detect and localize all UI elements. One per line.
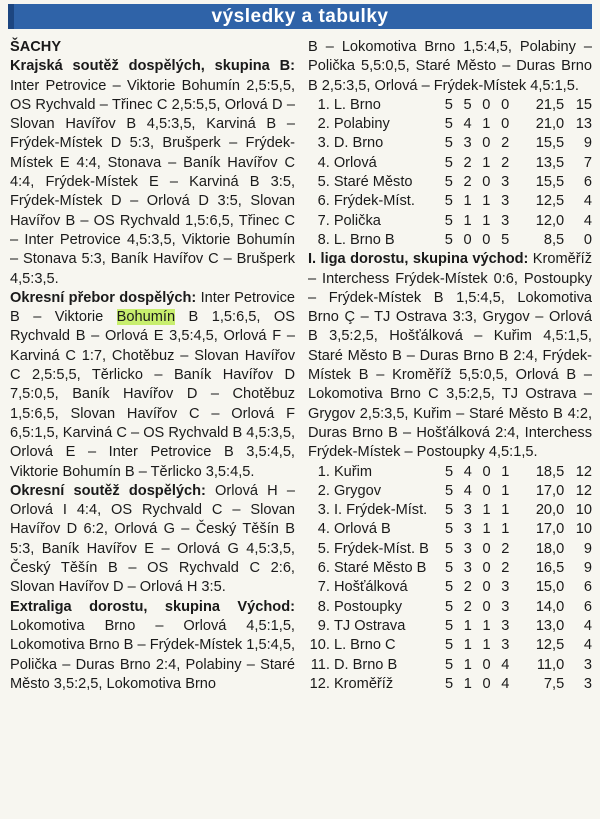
cell-rank: 12. [309,675,330,692]
cell-score: 11,0 [536,656,565,673]
cell-score: 21,5 [535,96,565,113]
cell-w: 3 [463,135,472,152]
cell-pts: 9 [583,540,592,557]
cell-rank: 8. [317,231,330,248]
results-block-extraliga [10,598,295,694]
table-row [308,192,592,211]
section-header [8,4,592,29]
cell-p: 5 [445,502,454,519]
cell-rank: 6. [317,193,330,210]
cell-team: Postoupky [333,598,403,615]
cell-d: 0 [482,174,491,191]
cell-p: 5 [445,521,454,538]
table-row [308,96,592,115]
cell-team: Frýdek-Míst. [333,193,415,210]
cell-rank: 4. [317,521,330,538]
cell-team: Staré Město [333,174,413,191]
cell-rank: 3. [317,502,330,519]
cell-w: 1 [463,212,472,229]
cell-l: 3 [501,212,510,229]
results-block-krajska [10,57,295,289]
cell-l: 0 [501,116,510,133]
cell-w: 3 [463,540,472,557]
table-row [308,675,592,694]
table-row [308,115,592,134]
cell-rank: 1. [317,463,330,480]
cell-pts: 10 [575,502,592,519]
standings-table-extraliga [308,96,592,250]
cell-team: Polička [333,212,381,229]
table-row [308,636,592,655]
cell-rank: 2. [317,482,330,499]
cell-p: 5 [445,598,454,615]
cell-rank: 2. [317,116,330,133]
cell-score: 8,5 [543,231,565,248]
cell-l: 4 [501,656,510,673]
cell-l: 3 [501,598,510,615]
cell-score: 17,0 [535,521,565,538]
results-heading: Okresní přebor dospělých: [10,289,197,306]
results-block-okresni-prebor [10,289,295,482]
cell-score: 21,0 [535,116,565,133]
cell-l: 4 [501,675,510,692]
cell-score: 15,0 [535,579,565,596]
cell-l: 0 [501,96,510,113]
cell-team: Kroměříž [333,675,394,692]
cell-p: 5 [445,617,454,634]
cell-pts: 12 [575,482,592,499]
header-title: výsledky a tabulky [211,5,389,27]
left-column [10,38,295,694]
cell-score: 15,5 [535,135,565,152]
cell-w: 4 [463,482,472,499]
cell-d: 1 [482,502,491,519]
cell-score: 18,0 [535,540,565,557]
cell-p: 5 [444,193,453,210]
cell-pts: 4 [583,617,592,634]
cell-rank: 9. [317,617,330,634]
cell-l: 5 [501,231,510,248]
cell-rank: 10. [309,637,330,654]
cell-team: L. Brno C [333,637,396,654]
cell-p: 5 [445,579,454,596]
cell-w: 2 [463,174,472,191]
table-row [308,173,592,192]
cell-score: 15,5 [535,174,565,191]
cell-l: 1 [501,502,510,519]
cell-rank: 11. [310,656,330,673]
cell-w: 5 [463,96,472,113]
cell-team: Kuřim [333,463,373,480]
highlighted-term: Bohumín [116,309,176,326]
cell-team: L. Brno [333,96,381,113]
cell-d: 1 [482,637,491,654]
cell-w: 0 [463,231,472,248]
cell-d: 0 [482,560,491,577]
cell-score: 20,0 [535,502,565,519]
results-text: Lokomotiva Brno – Orlová 4,5:1,5, Lokomotiva Brno B – Frýdek-Místek 1,5:4,5, Polička – Duras Brno 2:4, Polabiny – Staré Město 3,5:2,5, Lokomotiva Brno [10,617,295,692]
cell-d: 0 [482,675,491,692]
table-row [308,559,592,578]
cell-score: 14,0 [535,598,565,615]
cell-rank: 1. [317,96,330,113]
results-heading: I. liga dorostu, skupina východ: [308,251,529,268]
cell-p: 5 [444,174,453,191]
results-heading: Extraliga dorostu, skupina Východ: [10,598,295,615]
cell-team: Polabiny [333,116,390,133]
cell-w: 2 [463,579,472,596]
cell-rank: 7. [317,579,330,596]
cell-l: 3 [501,637,510,654]
table-row [308,134,592,153]
cell-w: 3 [463,502,472,519]
cell-score: 12,5 [535,193,565,210]
cell-score: 12,0 [535,212,565,229]
cell-p: 5 [444,135,453,152]
table-row [308,598,592,617]
cell-score: 13,5 [535,154,565,171]
cell-w: 2 [463,598,472,615]
cell-rank: 7. [317,212,330,229]
cell-w: 3 [463,521,472,538]
cell-pts: 6 [583,579,592,596]
cell-rank: 8. [317,598,330,615]
cell-team: Grygov [333,482,381,499]
results-heading: Krajská soutěž dospělých, skupina B: [10,58,295,75]
cell-p: 5 [444,96,453,113]
table-row [308,520,592,539]
cell-pts: 3 [583,675,592,692]
cell-pts: 9 [583,135,592,152]
header-accent-bar [8,4,14,29]
cell-team: Hošťálková [333,579,408,596]
cell-l: 3 [501,174,510,191]
cell-team: Frýdek-Míst. B [333,540,429,557]
cell-pts: 4 [583,193,592,210]
cell-score: 12,5 [535,637,565,654]
cell-d: 0 [482,656,491,673]
cell-w: 1 [463,193,472,210]
results-text: Inter Petrovice – Viktorie Bohumín 2,5:5,5, OS Rychvald – Třinec C 2,5:5,5, Orlová D – Slovan Havířov B 4,5:3,5, Karviná B – Frýdek-Místek D 5:3, Brušperk – Frýdek-Místek E 4:4, Stonava – Baník Havířov C 4:4, Frýdek-Místek E – Karviná B 3:5, Frýdek-Místek D – Orlová D 3:5, Slovan Havířov B – OS Rychvald 1,5:6,5, Třinec C – Inter Petrovice 4,5:3,5, Viktorie Bohumín – Stonava 5:3, Baník Havířov C – Brušperk 4,5:3,5. [10,77,295,287]
cell-d: 0 [482,463,491,480]
cell-l: 3 [501,617,510,634]
cell-team: L. Brno B [333,231,395,248]
cell-d: 0 [482,96,491,113]
cell-d: 0 [482,579,491,596]
cell-p: 5 [445,675,454,692]
cell-l: 3 [501,579,510,596]
results-text: B 1,5:6,5, OS Rychvald B – Orlová E 3,5:4,5, Orlová F – Karviná C 1:7, Chotěbuz – Slovan Havířov C 2,5:5,5, Těrlicko – Baník Havířov D 7,5:0,5, Baník Havířov D – Chotěbuz 1,5:6,5, Slovan Havířov C – Orlová F 6,5:1,5, Karviná C – OS Rychvald B 4,5:3,5, Orlová E – Inter Petrovice B 3,5:4,5, Viktorie Bohumín B – Těrlicko 3,5:4,5. [10,309,295,480]
cell-w: 4 [463,116,472,133]
cell-pts: 4 [583,212,592,229]
cell-score: 13,0 [535,617,565,634]
cell-p: 5 [444,116,453,133]
cell-pts: 7 [583,154,592,171]
cell-d: 0 [482,135,491,152]
cell-score: 18,5 [535,463,565,480]
cell-d: 0 [482,598,491,615]
table-row [308,212,592,231]
standings-table-i-liga [308,463,592,695]
cell-d: 1 [482,521,491,538]
cell-team: Orlová B [333,521,391,538]
table-row [308,656,592,675]
cell-p: 5 [445,463,454,480]
cell-w: 3 [463,560,472,577]
results-block-i-liga [308,250,592,462]
results-block-extraliga-cont [308,38,592,96]
cell-p: 5 [444,212,453,229]
cell-team: Orlová [333,154,377,171]
cell-team: TJ Ostrava [333,617,406,634]
table-row [308,231,592,250]
cell-l: 1 [501,463,510,480]
cell-d: 0 [482,482,491,499]
table-row [308,482,592,501]
cell-l: 1 [501,482,510,499]
cell-rank: 5. [317,540,330,557]
cell-pts: 9 [583,560,592,577]
cell-l: 2 [501,560,510,577]
cell-d: 1 [482,154,491,171]
cell-l: 3 [501,193,510,210]
cell-team: Staré Město B [333,560,427,577]
cell-rank: 3. [317,135,330,152]
cell-w: 1 [463,637,472,654]
cell-d: 1 [482,212,491,229]
right-column [308,38,592,694]
cell-p: 5 [445,656,454,673]
cell-rank: 5. [317,174,330,191]
results-heading: Okresní soutěž dospělých: [10,482,206,499]
cell-team: D. Brno B [333,656,398,673]
cell-d: 1 [482,193,491,210]
table-row [308,540,592,559]
cell-pts: 10 [575,521,592,538]
cell-d: 1 [482,116,491,133]
cell-w: 2 [463,154,472,171]
cell-w: 1 [463,675,472,692]
cell-d: 0 [482,231,491,248]
results-text: B – Lokomotiva Brno 1,5:4,5, Polabiny – Polička 5,5:0,5, Staré Město – Duras Brno B 2,5:3,5, Orlová – Frýdek-Místek 4,5:1,5. [308,39,592,94]
table-row [308,578,592,597]
cell-w: 4 [463,463,472,480]
cell-score: 17,0 [535,482,565,499]
cell-d: 0 [482,540,491,557]
results-text: Kroměříž – Interchess Frýdek-Místek 0:6, Postoupky – Frýdek-Místek B 1,5:4,5, Lokomotiva Brno Ç – TJ Ostrava 3:3, Grygov – Orlová B 3,5:2,5, Hošťálková – Kuřim 4,5:1,5, Staré Město B – Duras Brno B 2:4, Frýdek-Místek B – Kroměříž 5,5:0,5, Orlová B – Lokomotiva Brno C 3,5:2,5, TJ Ostrava – Grygov 2,5:3,5, Kuřim – Staré Město B 4:2, Duras Brno B – Hošťálková 2:4, Interchess Frýdek-Místek – Postoupky 4,5:1,5. [308,251,593,461]
cell-pts: 6 [583,174,592,191]
results-text: Inter Petrovice B – Viktorie [10,289,295,326]
cell-w: 1 [463,656,472,673]
cell-team: D. Brno [333,135,384,152]
cell-p: 5 [444,154,453,171]
cell-pts: 6 [583,598,592,615]
cell-w: 1 [463,617,472,634]
cell-l: 2 [501,154,510,171]
cell-pts: 4 [583,637,592,654]
section-title: ŠACHY [10,39,62,55]
results-text: Orlová H – Orlová I 4:4, OS Rychvald C – Slovan Havířov D 6:2, Orlová G – Český Těšín B 5:3, Baník Havířov E – Orlová G 4,5:3,5, Český Těšín B – OS Rychvald C 2:6, Slovan Havířov D – Orlová H 3:5. [10,482,295,596]
cell-score: 7,5 [543,675,565,692]
cell-pts: 12 [575,463,592,480]
results-block-okresni-soutez [10,482,295,598]
cell-rank: 4. [317,154,330,171]
cell-p: 5 [445,560,454,577]
cell-p: 5 [444,231,453,248]
cell-l: 2 [501,135,510,152]
cell-d: 1 [482,617,491,634]
cell-pts: 0 [583,231,592,248]
cell-pts: 13 [575,116,592,133]
table-row [308,463,592,482]
table-row [308,617,592,636]
cell-pts: 3 [583,656,592,673]
cell-rank: 6. [317,560,330,577]
cell-l: 1 [501,521,510,538]
cell-pts: 15 [575,96,592,113]
table-row [308,501,592,520]
cell-p: 5 [445,540,454,557]
cell-l: 2 [501,540,510,557]
table-row [308,154,592,173]
cell-p: 5 [445,637,454,654]
cell-p: 5 [445,482,454,499]
cell-team: I. Frýdek-Míst. [333,502,428,519]
cell-score: 16,5 [535,560,565,577]
